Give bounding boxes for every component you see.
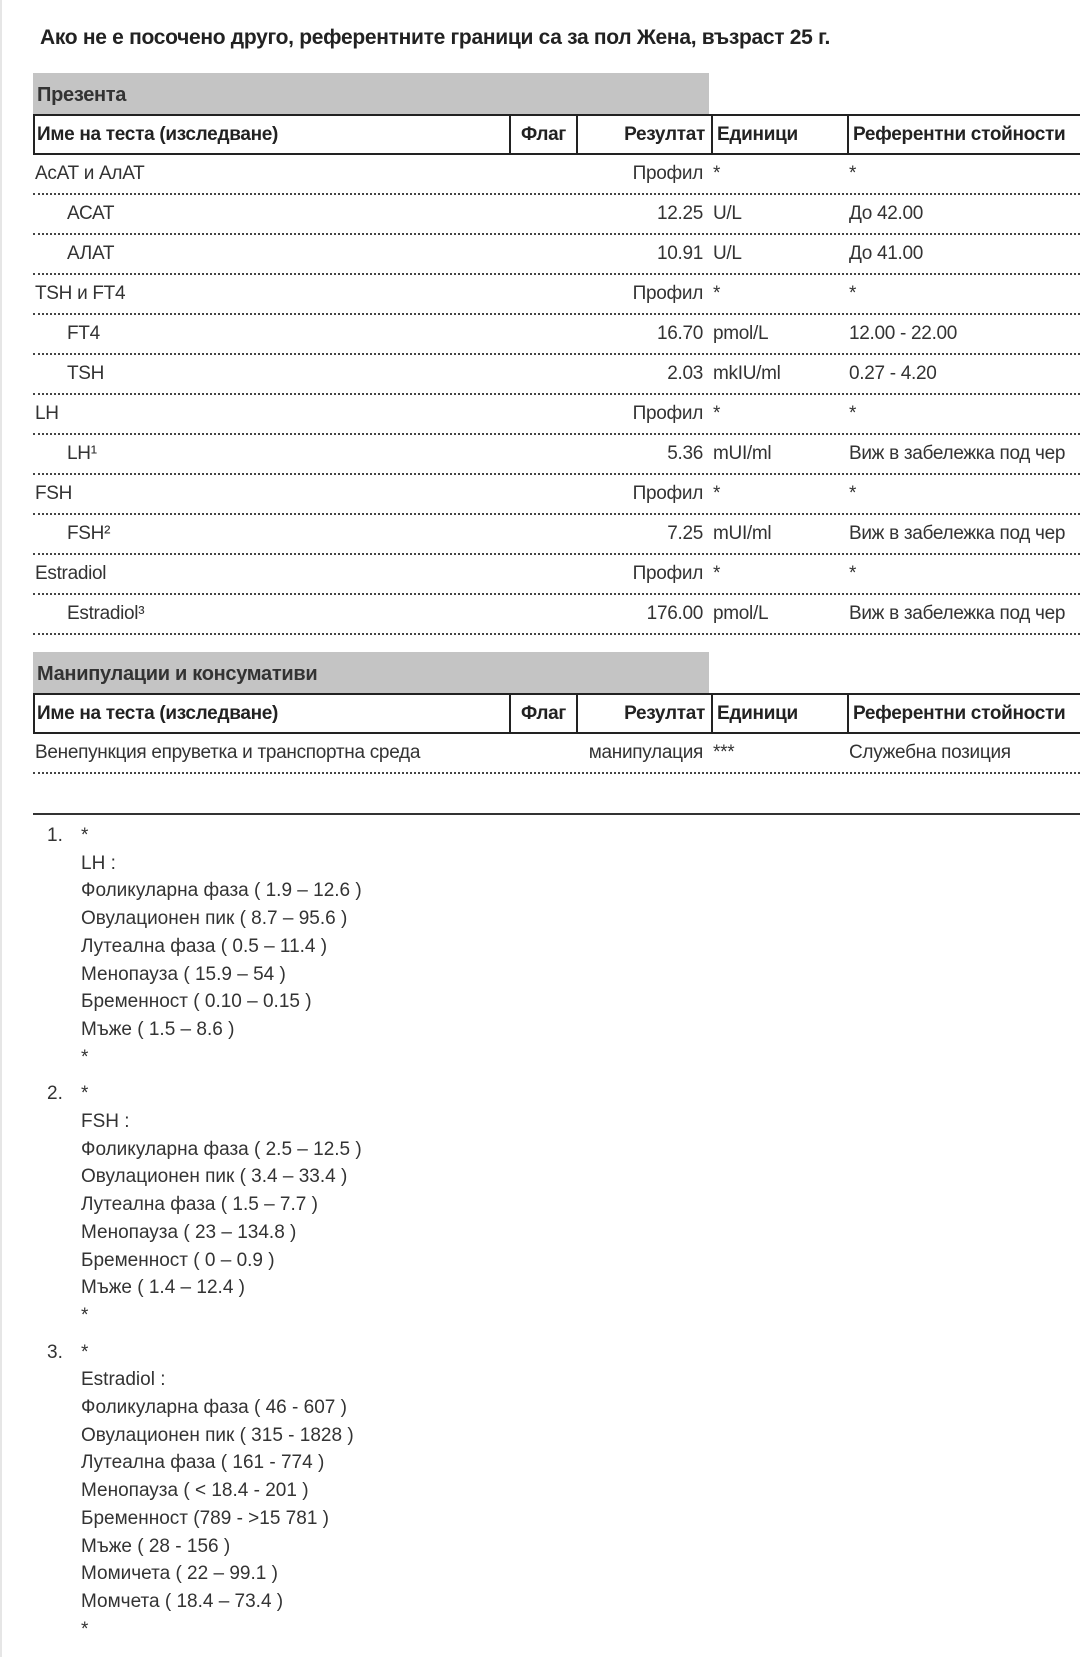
- footnote-lines: [81, 822, 362, 1071]
- cell-name: Estradiol³: [67, 603, 145, 624]
- footnote-line: Бременност ( 0.10 – 0.15 ): [81, 991, 312, 1013]
- cell-units: *: [713, 283, 721, 304]
- cell-name: АсАТ и АлАТ: [35, 163, 145, 184]
- column-header-ref: Референтни стойности: [847, 695, 1080, 732]
- footnote-line: Estradiol :: [81, 1369, 166, 1391]
- cell-ref: *: [849, 283, 857, 304]
- cell-name: TSH и FT4: [35, 283, 126, 304]
- cell-flag: [507, 315, 574, 353]
- cell-units: ***: [713, 742, 735, 763]
- footnote-line: *: [81, 825, 89, 846]
- cell-ref: До 42.00: [849, 203, 924, 224]
- table-row: [33, 475, 1080, 515]
- footnote-line: Менопауза ( 15.9 – 54 ): [81, 963, 286, 985]
- cell-name: АЛАТ: [67, 243, 115, 264]
- footnote-lines: [81, 1339, 362, 1644]
- cell-flag: [507, 734, 574, 772]
- footnote-line: Бременност ( 0 – 0.9 ): [81, 1249, 275, 1271]
- cell-units: pmol/L: [713, 603, 769, 624]
- footnote-line: Овулационен пик ( 3.4 – 33.4 ): [81, 1166, 348, 1188]
- cell-ref: Виж в забележка под чер: [849, 523, 1066, 544]
- table-row: [33, 275, 1080, 315]
- cell-name: Estradiol: [35, 563, 107, 584]
- footnote-line: Момчета ( 18.4 – 73.4 ): [81, 1590, 284, 1612]
- cell-flag: [507, 235, 574, 273]
- cell-ref: 12.00 - 22.00: [849, 323, 958, 344]
- cell-units: *: [713, 563, 721, 584]
- cell-result: 12.25: [656, 203, 703, 224]
- cell-units: mUI/ml: [713, 523, 772, 544]
- column-header-ref: Референтни стойности: [847, 116, 1080, 153]
- footnote-line: Фоликуларна фаза ( 46 - 607 ): [81, 1397, 347, 1419]
- section-prezenta: [33, 73, 1080, 635]
- footnote-line: *: [81, 1046, 89, 1068]
- footnote-line: Бременност (789 - >15 781 ): [81, 1507, 329, 1529]
- cell-units: mkIU/ml: [713, 363, 781, 384]
- cell-result: 2.03: [667, 363, 703, 384]
- cell-flag: [507, 475, 574, 513]
- cell-units: *: [713, 483, 721, 504]
- table-row: [33, 155, 1080, 195]
- cell-flag: [507, 515, 574, 553]
- cell-result: Профил: [632, 403, 703, 424]
- footnote-line: Менопауза ( 23 – 134.8 ): [81, 1221, 297, 1243]
- footnote-line: Лутеална фаза ( 0.5 – 11.4 ): [81, 935, 328, 957]
- footnote-line: Фоликуларна фаза ( 1.9 – 12.6 ): [81, 880, 362, 902]
- table-row: [33, 315, 1080, 355]
- table-row: [33, 734, 1080, 774]
- cell-flag: [507, 355, 574, 393]
- cell-units: U/L: [713, 243, 742, 264]
- footnote-item: [0, 822, 362, 1071]
- reference-note-title: Ако не е посочено друго, референтните граници са за пол Жена, възраст 25 г.: [40, 26, 830, 49]
- table-header-row: [33, 693, 1080, 734]
- cell-name: FT4: [67, 323, 100, 344]
- footnote-lines: [81, 1080, 362, 1329]
- table-row: [33, 395, 1080, 435]
- footnote-line: *: [81, 1341, 89, 1363]
- cell-ref: Служебна позиция: [849, 742, 1011, 763]
- cell-ref: *: [849, 403, 857, 424]
- column-header-name: Име на теста (изследване): [37, 702, 279, 724]
- table-header-row: [33, 114, 1080, 155]
- footnote-line: Момичета ( 22 – 99.1 ): [81, 1563, 278, 1585]
- footnote-number: 1.: [47, 825, 63, 846]
- cell-units: mUI/ml: [713, 443, 772, 464]
- table-row: [33, 195, 1080, 235]
- cell-units: pmol/L: [713, 323, 769, 344]
- cell-name: LH: [35, 403, 59, 424]
- footnotes-list: [0, 822, 362, 1652]
- footnote-line: FSH :: [81, 1111, 130, 1133]
- footnote-line: Мъже ( 1.4 – 12.4 ): [81, 1277, 245, 1299]
- section-title: Презента: [33, 73, 709, 114]
- cell-name: АСАТ: [67, 203, 115, 224]
- footnote-line: Овулационен пик ( 315 - 1828 ): [81, 1424, 354, 1446]
- column-header-result: Резултат: [576, 116, 711, 153]
- footnote-line: Менопауза ( < 18.4 - 201 ): [81, 1480, 309, 1502]
- column-header-units: Единици: [711, 695, 847, 732]
- footnote-line: Мъже ( 28 - 156 ): [81, 1535, 231, 1557]
- cell-name: FSH²: [67, 523, 111, 544]
- footnote-line: Фоликуларна фаза ( 2.5 – 12.5 ): [81, 1138, 362, 1160]
- cell-result: 176.00: [646, 603, 703, 624]
- cell-name: LH¹: [67, 443, 97, 464]
- cell-flag: [507, 555, 574, 593]
- cell-ref: До 41.00: [849, 243, 924, 264]
- footnotes-divider: [33, 813, 1080, 815]
- cell-flag: [507, 395, 574, 433]
- cell-flag: [507, 155, 574, 193]
- table-row: [33, 555, 1080, 595]
- section-manipulations: [33, 652, 1080, 774]
- footnote-line: LH :: [81, 852, 116, 874]
- footnote-line: *: [81, 1618, 89, 1640]
- table-row: [33, 515, 1080, 555]
- cell-ref: Виж в забележка под чер: [849, 603, 1066, 624]
- cell-result: 10.91: [656, 243, 703, 264]
- table-row: [33, 235, 1080, 275]
- column-header-flag: Флаг: [509, 695, 576, 732]
- footnote-item: [0, 1080, 362, 1329]
- footnote-line: Овулационен пик ( 8.7 – 95.6 ): [81, 908, 348, 930]
- column-header-flag: Флаг: [509, 116, 576, 153]
- table-row: [33, 595, 1080, 635]
- cell-result: 16.70: [656, 323, 703, 344]
- cell-result: Профил: [632, 563, 703, 584]
- cell-name: TSH: [67, 363, 105, 384]
- cell-flag: [507, 595, 574, 633]
- cell-result: манипулация: [588, 742, 703, 763]
- footnote-line: *: [81, 1304, 89, 1326]
- cell-result: Профил: [632, 283, 703, 304]
- footnote-line: Лутеална фаза ( 161 - 774 ): [81, 1452, 325, 1474]
- cell-ref: *: [849, 483, 857, 504]
- footnote-number: 3.: [47, 1341, 63, 1363]
- column-header-result: Резултат: [576, 695, 711, 732]
- cell-units: *: [713, 403, 721, 424]
- column-header-units: Единици: [711, 116, 847, 153]
- footnote-line: Лутеална фаза ( 1.5 – 7.7 ): [81, 1194, 318, 1216]
- footnote-line: Мъже ( 1.5 – 8.6 ): [81, 1018, 235, 1040]
- cell-name: Венепункция епруветка и транспортна среда: [35, 742, 421, 763]
- cell-ref: *: [849, 563, 857, 584]
- cell-result: 7.25: [667, 523, 703, 544]
- cell-result: Профил: [632, 163, 703, 184]
- cell-result: Профил: [632, 483, 703, 504]
- cell-ref: Виж в забележка под чер: [849, 443, 1066, 464]
- table-row: [33, 435, 1080, 475]
- cell-ref: 0.27 - 4.20: [849, 363, 937, 384]
- footnote-number: 2.: [47, 1083, 63, 1105]
- cell-result: 5.36: [667, 443, 703, 464]
- column-header-name: Име на теста (изследване): [37, 123, 279, 145]
- cell-flag: [507, 195, 574, 233]
- table-row: [33, 355, 1080, 395]
- cell-name: FSH: [35, 483, 73, 504]
- cell-ref: *: [849, 163, 857, 184]
- footnote-line: *: [81, 1083, 89, 1105]
- cell-flag: [507, 435, 574, 473]
- cell-units: U/L: [713, 203, 742, 224]
- footnote-item: [0, 1339, 362, 1644]
- section-title: Манипулации и консумативи: [33, 652, 709, 693]
- cell-flag: [507, 275, 574, 313]
- cell-units: *: [713, 163, 721, 184]
